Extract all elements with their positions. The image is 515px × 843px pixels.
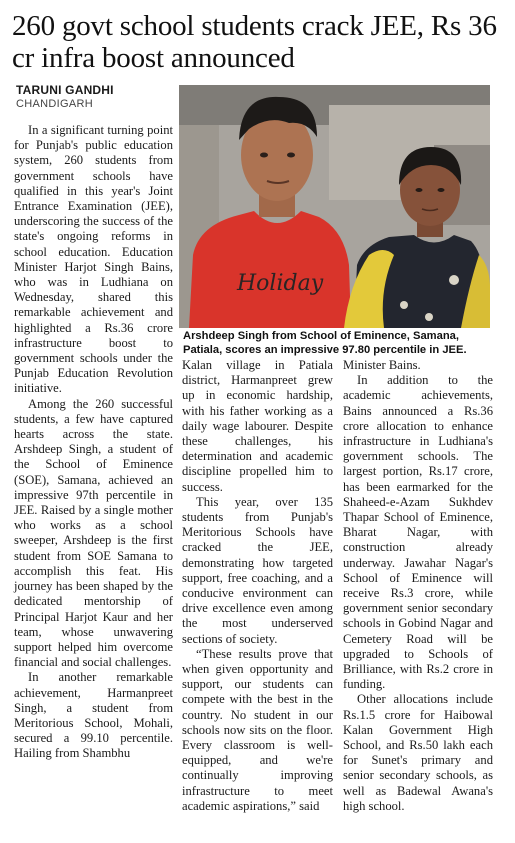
article-column-3 bbox=[343, 358, 493, 814]
headline: 260 govt school students crack JEE, Rs 36 cr infra boost announced bbox=[12, 10, 497, 74]
paragraph: Minister Bains. bbox=[343, 358, 421, 372]
paragraph: This year, over 135 students from Punjab's Meritorious Schools have cracked the JEE, demonstrating how targeted support, free coaching, and a conducive environment can drive excellence even among the most underserved sections of society. bbox=[182, 494, 333, 646]
paragraph: “These results prove that when given opportunity and support, our students can compete with the best in the country. No student in our schools now sits on the floor. Every classroom is well-equipped, and we're continually improving infrastructure to meet academic aspirations,” said bbox=[182, 646, 333, 813]
paragraph: Kalan village in Patiala district, Harmanpreet grew up in economic hardship, with his father working as a daily wage labourer. Despite these challenges, his determination and academic discipline propelled him to success. bbox=[182, 358, 333, 494]
news-photo bbox=[179, 85, 490, 328]
dateline: CHANDIGARH bbox=[16, 98, 93, 110]
tshirt-print: Holiday bbox=[237, 271, 324, 296]
paragraph: In a significant turning point for Punjab's public education system, 260 students from government schools have qualified in this year's Joint Entrance Examination (JEE), underscoring the success of the state's ongoing reforms in school education. Education Minister Harjot Singh Bains, who was in Ludhiana on Wednesday, shared this remarkable achievement and highlighted a Rs.36 crore infrastructure boost to government schools under the Punjab Education Revolution initiative. bbox=[14, 123, 173, 396]
paragraph: Among the 260 successful students, a few have captured hearts across the state. Arshdeep Singh, a student of the School of Eminence (SOE), Samana, achieved an impressive 97th percentile in JEE. Raised by a single mother who works as a school sweeper, Arshdeep is the first student from SOE Samana to accomplish this feat. His journey has been shaped by the dedicated mentorship of Principal Harjot Kaur and her team, whose unwavering support helped him overcome financial and social challenges. bbox=[14, 396, 173, 670]
paragraph: In addition to the academic achievements, Bains announced a Rs.36 crore allocation to enhance infrastructure in Ludhiana's government schools. The largest portion, Rs.17 crore, has been earmarked for the Shaheed-e-Azam Sukhdev Thapar School of Eminence, Bharat Nagar, with construction already underway. Jawahar Nagar's School of Eminence will receive Rs.3 crore, while government senior secondary schools in Gobind Nagar and Cemetery Road will be upgraded to Schools of Brilliance, with Rs.2 crore in funding. bbox=[343, 373, 493, 692]
paragraph: Other allocations include Rs.1.5 crore for Haibowal Kalan Government High School, and Rs.50 lakh each for Sunet's primary and senior secondary schools, as well as Badewal Awana's high school. bbox=[343, 692, 493, 813]
paragraph: In another remarkable achievement, Harmanpreet Singh, a student from Meritorious School, Mohali, secured a 99.10 percentile. Hailing from Shambhu bbox=[14, 670, 173, 761]
article-column-1 bbox=[14, 123, 173, 762]
article-column-2 bbox=[182, 358, 333, 814]
author-name: TARUNI GANDHI bbox=[16, 83, 114, 97]
photo-caption: Arshdeep Singh from School of Eminence, Samana, Patiala, scores an impressive 97.80 percentile in JEE. bbox=[183, 330, 467, 356]
byline bbox=[16, 83, 114, 110]
photo-illustration bbox=[179, 85, 490, 328]
